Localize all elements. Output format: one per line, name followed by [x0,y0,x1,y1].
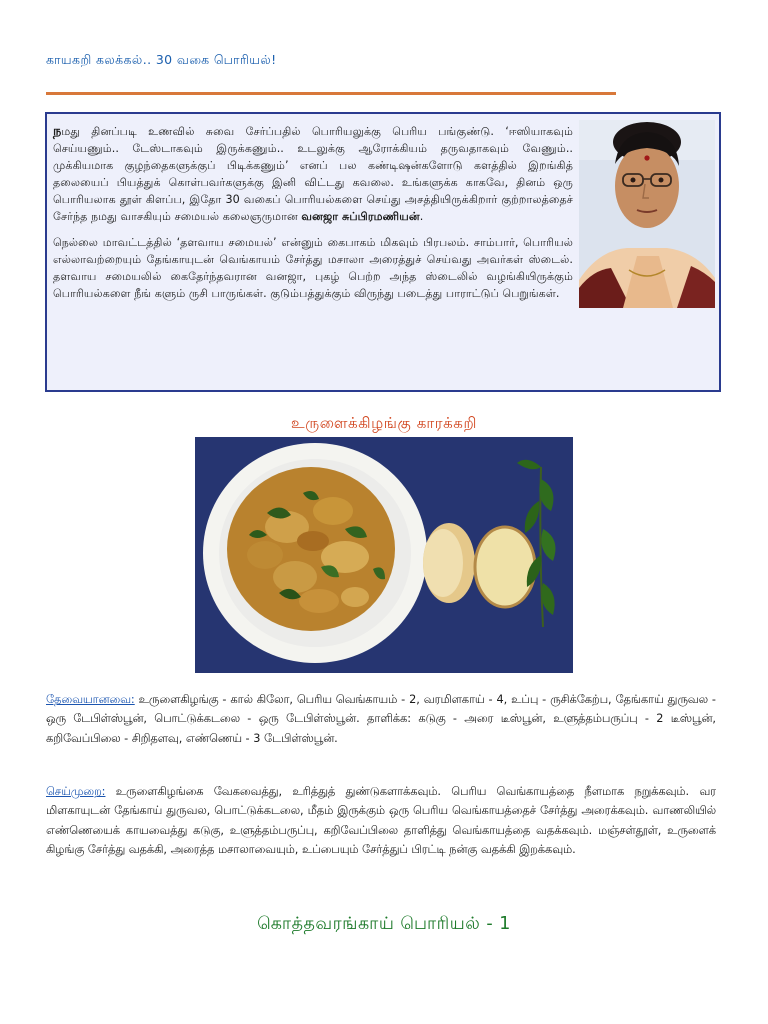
drop-letter: ந [53,124,62,139]
food-photo-image [195,437,573,673]
intro-paragraph-2: நெல்லை மாவட்டத்தில் ‘தளவாய சமையல்’ என்னும் கைபாகம் மிகவும் பிரபலம். சாம்பார், பொரியல் எல்லாவற்றையும் தேங்காயுடன் வெங்காயம் சேர்த்து மசாலா அரைத்துச் செய்வது அவர்கள் ஸ்டைல். தளவாய சமையலில் கைதேர்ந்தவரான வனஜா, புகழ் பெற்ற அந்த ஸ்டைலில் வழங்கியிருக்கும் பொரியல்களை நீங் களும் ருசி பாருங்கள். குடும்பத்துக்கும் விருந்து படைத்து பாராட்டுப் பெறுங்கள். [53,236,573,301]
ingredients-text: உருளைகிழங்கு - கால் கிலோ, பெரிய வெங்காயம் - 2, வரமிளகாய் - 4, உப்பு - ருசிக்கேற்ப, தேங்காய் துருவல - ஒரு டேபிள்ஸ்பூன், பொட்டுக்கடலை - ஒரு டேபிள்ஸ்பூன். தாளிக்க: கடுகு - அரை டீஸ்பூன், உளுத்தம்பருப்பு - 2 டீஸ்பூன், கறிவேப்பிலை - சிறிதளவு, எண்ணெய் - 3 டேபிள்ஸ்பூன். [46,693,716,745]
intro-box [45,112,721,392]
food-photo [195,437,573,673]
author-name: வனஜா சுப்பிரமணியன் [301,209,420,223]
intro-text [53,124,573,303]
next-recipe-title: கொத்தவரங்காய் பொரியல் - 1 [257,914,511,934]
ingredients-section [46,690,716,748]
method-section [46,782,716,859]
page-header-title: காயகறி கலக்கல்.. 30 வகை பொரியல்! [46,52,277,67]
ingredients-label: தேவையானவை: [46,693,135,706]
method-text: உருளைகிழங்கை வேகவைத்து, உரித்துத் துண்டுகளாக்கவும். பெரிய வெங்காயத்தை நீளமாக நறுக்கவும். வர மிளகாயுடன் தேங்காய் துருவல, பொட்டுக்கடலை, மீதம் இருக்கும் ஒரு பெரிய வெங்காயத்தைச் சேர்த்து அரைக்கவும். வாணலியில் எண்ணெயைக் காயவைத்து கடுகு, உளுத்தம்பருப்பு, கறிவேப்பிலை தாளித்து வெங்காயத்தை வதக்கவும். மஞ்சள்தூள், உருளைக் கிழங்கு சேர்த்து வதக்கி, அரைத்த மசாலாவையும், உப்பையும் சேர்த்துப் பிரட்டி நன்கு வதக்கி இறக்கவும். [46,785,716,856]
method-label: செய்முறை: [46,785,106,798]
intro-paragraph-1-text: மது தினப்படி உணவில் சுவை சேர்ப்பதில் பொரியலுக்கு பெரிய பங்குண்டு. ‘ஈஸியாகவும் செய்யணும்.. டேஸ்டாகவும் இருக்கணும்.. உடலுக்கு ஆரோக்கியம் தருவதாகவும் வேணும்.. முக்கியமாக குழந்தைகளுக்குப் பிடிக்கணும்’ எனப் பல கண்டிஷன்களோடு களத்தில் இறங்கித் தலையைப் பியத்துக் கொள்பவர்களுக்கு இனி விட்டது கவலை. உங்களுக்க காகவே, தினம் ஒரு பொரியலாக தூள் கிளப்ப, இதோ 30 வகைப் பொரியல்களை செய்து அசத்தியிருக்கிறார் குற்றாலத்தைச் சேர்ந்த நமது வாசகியும் சமையல் கலைஞருமான [53,125,573,223]
recipe-title: உருளைக்கிழங்கு காரக்கறி [290,414,478,432]
author-photo [579,120,715,308]
header-divider [46,92,616,95]
intro-paragraph-1: நமது தினப்படி உணவில் சுவை சேர்ப்பதில் பொரியலுக்கு பெரிய பங்குண்டு. ‘ஈஸியாகவும் செய்யணும்.. டேஸ்டாகவும் இருக்கணும்.. உடலுக்கு ஆரோக்கியம் தருவதாகவும் வேணும்.. முக்கியமாக குழந்தைகளுக்குப் பிடிக்கணும்’ எனப் பல கண்டிஷன்களோடு களத்தில் இறங்கித் தலையைப் பியத்துக் கொள்பவர்களுக்கு இனி விட்டது கவலை. உங்களுக்க காகவே, தினம் ஒரு பொரியலாக தூள் கிளப்ப, இதோ 30 வகைப் பொரியல்களை செய்து அசத்தியிருக்கிறார் குற்றாலத்தைச் சேர்ந்த நமது வாசகியும் சமையல் கலைஞருமான வனஜா சுப்பிரமணியன். [53,124,573,223]
author-photo-image [579,120,715,308]
